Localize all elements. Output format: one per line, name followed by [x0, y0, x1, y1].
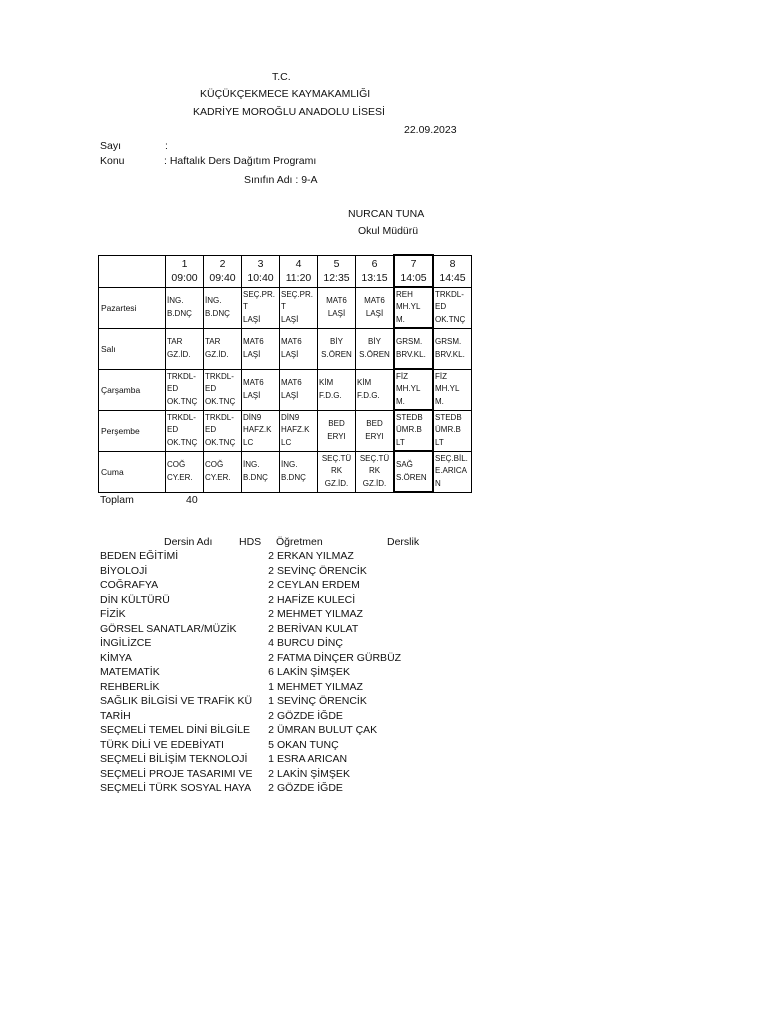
course-hds: 1 — [268, 753, 274, 765]
col-header-teacher: Öğretmen — [276, 536, 323, 548]
lesson-cell: MAT6 LAŞİ — [242, 328, 280, 369]
weekly-timetable — [98, 254, 472, 493]
course-hds: 2 — [268, 550, 274, 562]
total-value: 40 — [186, 494, 198, 506]
lesson-cell: COĞ CY.ER. — [204, 451, 242, 492]
lesson-cell: FİZ MH.YL M. — [433, 369, 472, 410]
course-name: REHBERLİK — [100, 680, 160, 693]
lesson-cell: TRKDL- ED OK.TNÇ — [166, 410, 204, 451]
timetable-header-row — [99, 255, 472, 287]
course-hds: 2 — [268, 651, 274, 664]
col-header-hds: HDS — [239, 536, 262, 548]
course-teacher: ÜMRAN BULUT ÇAK — [277, 724, 378, 736]
lesson-cell: MAT6 LAŞİ — [318, 287, 356, 328]
period-time: 09:40 — [209, 272, 236, 284]
course-name: SEÇMELİ TEMEL DİNİ BİLGİLE — [100, 724, 250, 736]
course-name: BEDEN EĞİTİMİ — [100, 550, 179, 562]
konu-label: Konu — [100, 155, 125, 167]
lesson-cell: MAT6 LAŞİ — [280, 328, 318, 369]
period-time: 14:05 — [400, 272, 427, 284]
course-teacher: OKAN TUNÇ — [277, 738, 339, 751]
course-name: GÖRSEL SANATLAR/MÜZİK — [100, 622, 237, 635]
period-number: 3 — [257, 258, 264, 270]
period-number: 5 — [333, 258, 340, 270]
course-hds: 5 — [268, 738, 274, 751]
period-header — [166, 255, 204, 287]
col-header-room: Derslik — [387, 536, 420, 548]
principal-title: Okul Müdürü — [358, 225, 419, 237]
lesson-cell: İNG. B.DNÇ — [166, 287, 204, 328]
course-hds: 1 — [268, 695, 274, 707]
lesson-cell: BED ERYI — [356, 410, 395, 451]
course-teacher: GÖZDE İĞDE — [277, 709, 343, 722]
lesson-cell: SEÇ.PR. T LAŞİ — [280, 287, 318, 328]
course-teacher: FATMA DİNÇER GÜRBÜZ — [277, 651, 402, 664]
period-number: 7 — [410, 258, 417, 270]
lesson-cell: TRKDL- ED OK.TNÇ — [433, 287, 472, 328]
course-name: COĞRAFYA — [100, 579, 159, 591]
lesson-cell: SEÇ.BİL. E.ARICA N — [433, 451, 472, 492]
day-label: Pazartesi — [99, 287, 166, 328]
course-name: TÜRK DİLİ VE EDEBİYATI — [100, 738, 224, 751]
period-number: 1 — [181, 258, 188, 270]
konu-value: : Haftalık Ders Dağıtım Programı — [164, 155, 317, 167]
period-header — [242, 255, 280, 287]
lesson-cell: KİM F.D.G. — [318, 369, 356, 410]
course-hds: 2 — [268, 593, 274, 606]
period-time: 14:45 — [439, 272, 466, 284]
period-time: 13:15 — [361, 272, 388, 284]
course-name: SEÇMELİ TÜRK SOSYAL HAYA — [100, 782, 252, 794]
lesson-cell: SAĞ S.ÖREN — [394, 451, 433, 492]
lesson-cell: TAR GZ.İD. — [166, 328, 204, 369]
lesson-cell: İNG. B.DNÇ — [280, 451, 318, 492]
lesson-cell: TAR GZ.İD. — [204, 328, 242, 369]
period-time: 11:20 — [285, 272, 312, 284]
period-time: 09:00 — [171, 272, 198, 284]
timetable-row — [99, 328, 472, 369]
lesson-cell: TRKDL- ED OK.TNÇ — [204, 369, 242, 410]
course-teacher: MEHMET YILMAZ — [277, 608, 363, 620]
course-name: FİZİK — [100, 608, 126, 620]
lesson-cell: İNG. B.DNÇ — [242, 451, 280, 492]
course-teacher: SEVİNÇ ÖRENCİK — [277, 564, 367, 577]
period-header — [394, 255, 433, 287]
course-teacher: LAKİN ŞİMŞEK — [277, 767, 350, 780]
lesson-cell: DİN9 HAFZ.K LC — [242, 410, 280, 451]
lesson-cell: MAT6 LAŞİ — [356, 287, 395, 328]
period-header — [356, 255, 395, 287]
lesson-cell: KİM F.D.G. — [356, 369, 395, 410]
course-name: BİYOLOJİ — [100, 564, 148, 577]
course-name: SAĞLIK BİLGİSİ VE TRAFİK KÜ — [100, 695, 253, 707]
header-tc: T.C. — [272, 71, 291, 83]
course-hds: 2 — [268, 579, 274, 591]
course-hds: 2 — [268, 622, 274, 635]
document-date: 22.09.2023 — [404, 124, 457, 136]
course-name: DİN KÜLTÜRÜ — [100, 593, 170, 606]
course-teacher: MEHMET YILMAZ — [277, 680, 363, 693]
course-hds: 1 — [268, 680, 274, 693]
period-header — [433, 255, 472, 287]
course-hds: 2 — [268, 564, 274, 577]
day-label: Cuma — [99, 451, 166, 492]
course-hds: 2 — [268, 782, 274, 794]
period-number: 6 — [371, 258, 378, 270]
period-time: 10:40 — [247, 272, 274, 284]
total-label: Toplam — [100, 494, 134, 506]
course-name: SEÇMELİ BİLİŞİM TEKNOLOJİ — [100, 753, 248, 765]
course-teacher: BURCU DİNÇ — [277, 637, 343, 649]
course-hds: 2 — [268, 724, 274, 736]
lesson-cell: BED ERYI — [318, 410, 356, 451]
period-number: 2 — [219, 258, 226, 270]
lesson-cell: SEÇ.TÜ RK GZ.İD. — [356, 451, 395, 492]
timetable-row — [99, 451, 472, 492]
lesson-cell: MAT6 LAŞİ — [242, 369, 280, 410]
col-header-course: Dersin Adı — [164, 536, 213, 548]
lesson-cell: MAT6 LAŞİ — [280, 369, 318, 410]
lesson-cell: DİN9 HAFZ.K LC — [280, 410, 318, 451]
course-name: İNGİLİZCE — [100, 637, 152, 649]
timetable-row — [99, 410, 472, 451]
lesson-cell: COĞ CY.ER. — [166, 451, 204, 492]
lesson-cell: TRKDL- ED OK.TNÇ — [166, 369, 204, 410]
lesson-cell: BİY S.ÖREN — [356, 328, 395, 369]
course-hds: 6 — [268, 666, 274, 678]
lesson-cell: TRKDL- ED OK.TNÇ — [204, 410, 242, 451]
course-name: TARİH — [100, 709, 131, 722]
class-name: Sınıfın Adı : 9-A — [244, 174, 318, 186]
lesson-cell: FİZ MH.YL M. — [394, 369, 433, 410]
lesson-cell: GRSM. BRV.KL. — [394, 328, 433, 369]
day-label: Perşembe — [99, 410, 166, 451]
sayi-label: Sayı — [100, 140, 122, 152]
lesson-cell: İNG. B.DNÇ — [204, 287, 242, 328]
course-teacher: ESRA ARICAN — [277, 753, 348, 765]
principal-name: NURCAN TUNA — [348, 208, 425, 220]
course-teacher: LAKİN ŞİMŞEK — [277, 666, 350, 678]
lesson-cell: BİY S.ÖREN — [318, 328, 356, 369]
sayi-value: : — [165, 140, 168, 152]
period-number: 4 — [295, 258, 302, 270]
day-label: Çarşamba — [99, 369, 166, 410]
course-hds: 2 — [268, 608, 274, 620]
lesson-cell: REH MH.YL M. — [394, 287, 433, 328]
day-label: Salı — [99, 328, 166, 369]
header-school-name: KADRİYE MOROĞLU ANADOLU LİSESİ — [193, 106, 385, 118]
lesson-cell: SEÇ.TÜ RK GZ.İD. — [318, 451, 356, 492]
period-time: 12:35 — [323, 272, 350, 284]
course-hds: 4 — [268, 637, 274, 649]
course-name: SEÇMELİ PROJE TASARIMI VE — [100, 767, 253, 780]
period-header — [318, 255, 356, 287]
lesson-cell: GRSM. BRV.KL. — [433, 328, 472, 369]
timetable-corner — [99, 255, 166, 287]
course-name: MATEMATİK — [100, 666, 160, 678]
lesson-cell: SEÇ.PR. T LAŞİ — [242, 287, 280, 328]
course-teacher: ERKAN YILMAZ — [277, 550, 354, 562]
course-name: KİMYA — [100, 651, 132, 664]
course-teacher: SEVİNÇ ÖRENCİK — [277, 695, 367, 707]
header-kaymakamlik: KÜÇÜKÇEKMECE KAYMAKAMLIĞI — [200, 88, 371, 100]
course-teacher: BERİVAN KULAT — [277, 622, 359, 635]
period-header — [204, 255, 242, 287]
course-hds: 2 — [268, 709, 274, 722]
period-number: 8 — [449, 258, 456, 270]
course-teacher: CEYLAN ERDEM — [277, 579, 360, 591]
period-header — [280, 255, 318, 287]
lesson-cell: STEDB ÜMR.B LT — [433, 410, 472, 451]
course-hds: 2 — [268, 767, 274, 780]
course-teacher: HAFİZE KULECİ — [277, 593, 356, 606]
timetable-row — [99, 287, 472, 328]
timetable-row — [99, 369, 472, 410]
course-teacher: GÖZDE İĞDE — [277, 782, 343, 794]
lesson-cell: STEDB ÜMR.B LT — [394, 410, 433, 451]
